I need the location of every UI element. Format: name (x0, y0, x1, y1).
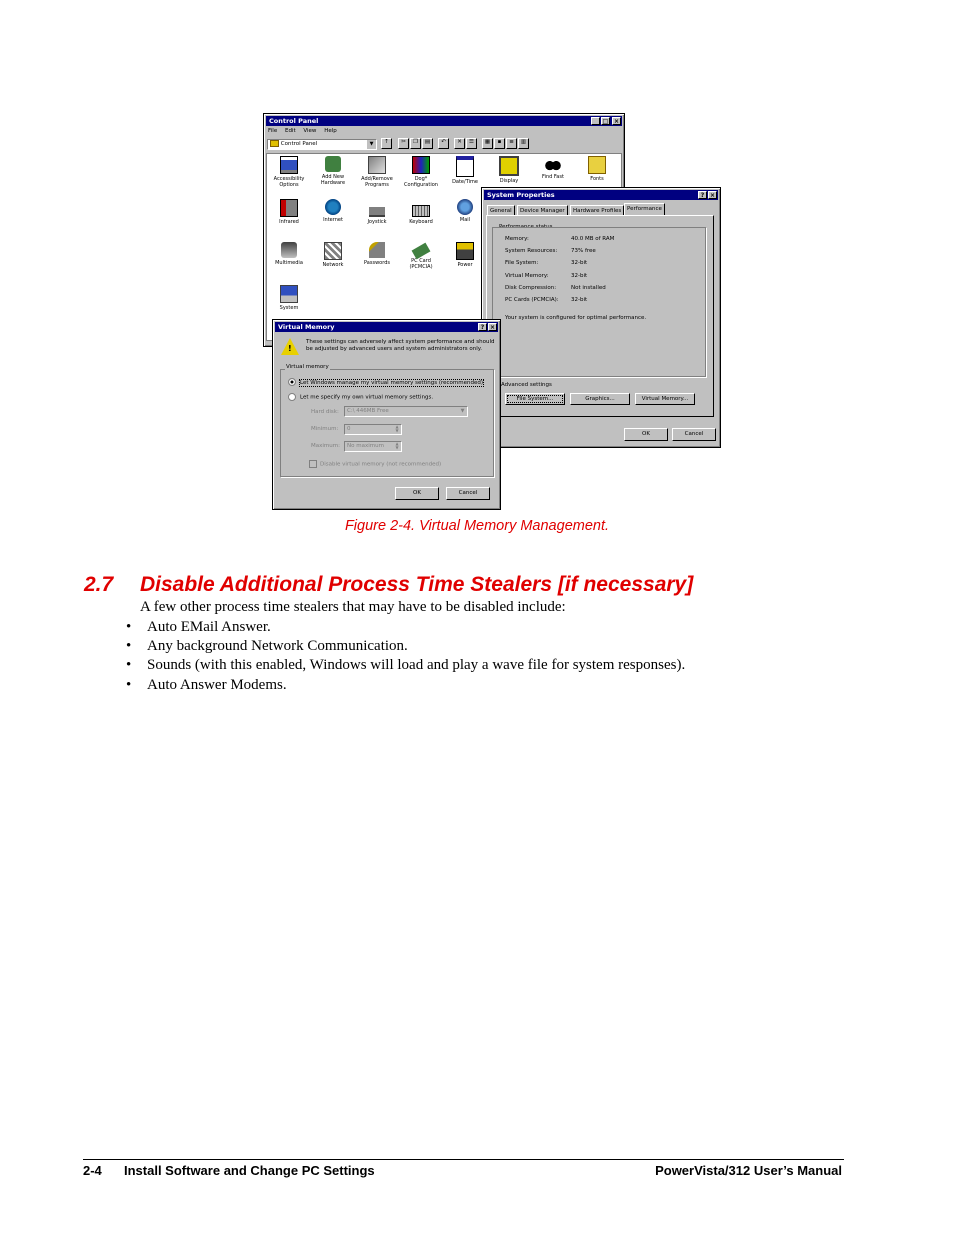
footer-rule (83, 1159, 844, 1160)
spin-arrows-icon[interactable]: ▲ ▼ (395, 424, 399, 433)
keys-icon (369, 242, 385, 258)
status-row: Disk Compression: Not installed (505, 284, 606, 291)
cp-item-add-remove-programs[interactable]: Add/Remove Programs (355, 156, 399, 188)
performance-status-heading: Performance status (499, 224, 553, 230)
cp-item-date-time[interactable]: Date/Time (443, 156, 487, 185)
bullet-icon: • (126, 657, 132, 673)
minimum-stepper[interactable]: 0 ▲ ▼ (344, 424, 402, 435)
section-intro: A few other process time stealers that may have to be disabled include: (140, 599, 566, 615)
binoculars-icon (545, 156, 561, 172)
keyboard-icon (412, 205, 430, 217)
cp-item-add-hardware[interactable]: Add New Hardware (311, 156, 355, 186)
status-row: PC Cards (PCMCIA): 32-bit (505, 296, 588, 303)
toolbar (381, 138, 556, 150)
menu-help[interactable]: Help (324, 128, 337, 134)
option-let-windows-manage[interactable]: Let Windows manage my virtual memory settings (recommended) (288, 378, 483, 386)
minimum-label: Minimum: (311, 426, 339, 432)
copy-icon[interactable]: ❐ (410, 138, 421, 149)
option-specify-own[interactable]: Let me specify my own virtual memory settings. (288, 393, 433, 401)
section-heading (84, 573, 693, 597)
figure-caption: Figure 2-4. Virtual Memory Management. (344, 518, 610, 534)
tab-general[interactable]: General (487, 205, 515, 215)
maximize-button[interactable]: □ (602, 118, 609, 125)
menu-edit[interactable]: Edit (284, 128, 296, 134)
cp-item-power[interactable]: Power (443, 242, 487, 268)
optimal-performance-text: Your system is configured for optimal performance. (505, 315, 647, 321)
cp-item-fonts[interactable]: Fonts (575, 156, 619, 182)
footer-manual-title: PowerVista/312 User’s Manual (655, 1163, 842, 1178)
cp-item-internet[interactable]: Internet (311, 199, 355, 223)
chevron-down-icon[interactable]: ▼ (460, 408, 465, 414)
footer-left (83, 1163, 375, 1178)
cp-item-accessibility[interactable]: Accessibility Options (267, 156, 311, 188)
cp-item-pc-card[interactable]: PC Card (PCMCIA) (399, 242, 443, 270)
bullet-icon: • (126, 638, 132, 654)
hard-disk-select[interactable]: C:\ 446MB Free ▼ (344, 406, 468, 417)
status-row: Memory: 40.0 MB of RAM (505, 236, 615, 242)
mail-icon (457, 199, 473, 215)
address-value: Control Panel (280, 141, 318, 147)
bullet-icon: • (126, 619, 132, 635)
status-row: System Resources: 73% free (505, 248, 596, 255)
virtual-memory-button[interactable]: Virtual Memory... (635, 393, 695, 405)
list-item: • Sounds (with this enabled, Windows will load and play a wave file for system responses). (126, 657, 686, 673)
control-panel-title-bar[interactable] (266, 116, 622, 126)
close-button[interactable]: × (709, 192, 716, 199)
virtual-memory-title-bar[interactable] (275, 322, 498, 332)
delete-icon[interactable]: ✕ (454, 138, 465, 149)
joystick-icon (369, 199, 385, 217)
cp-item-keyboard[interactable]: Keyboard (399, 199, 443, 225)
up-folder-icon[interactable]: ↑ (381, 138, 392, 149)
close-button[interactable]: × (613, 118, 620, 125)
virtual-memory-window (272, 319, 501, 510)
address-combo[interactable] (267, 139, 377, 150)
tab-device-manager[interactable]: Device Manager (517, 205, 568, 215)
system-properties-title: System Properties (487, 191, 555, 199)
list-item: • Auto EMail Answer. (126, 619, 271, 635)
performance-panel (486, 215, 714, 417)
spin-arrows-icon[interactable]: ▲ ▼ (395, 441, 399, 450)
cp-item-find-fast[interactable]: Find Fast (531, 156, 575, 180)
folder-icon (270, 140, 279, 147)
bullet-icon: • (126, 677, 132, 693)
footer-page-number: 2-4 (83, 1163, 102, 1178)
checkbox[interactable] (309, 460, 317, 468)
small-icons-view-icon[interactable]: ▪ (494, 138, 505, 149)
pc-card-icon (412, 243, 431, 260)
section-number: 2.7 (84, 573, 114, 596)
cancel-button[interactable]: Cancel (672, 428, 716, 441)
cp-item-network[interactable]: Network (311, 242, 355, 268)
cp-item-display[interactable]: Display (487, 156, 531, 184)
display-icon (499, 156, 519, 176)
list-item: • Auto Answer Modems. (126, 677, 287, 693)
add-hardware-icon (325, 156, 341, 172)
power-icon (456, 242, 474, 260)
configuration-icon (412, 156, 430, 174)
close-button[interactable]: × (489, 324, 496, 331)
cp-item-joystick[interactable]: Joystick (355, 199, 399, 225)
fonts-folder-icon (588, 156, 606, 174)
infrared-icon (280, 199, 298, 217)
cp-item-system[interactable]: System (267, 285, 311, 311)
control-panel-title: Control Panel (269, 117, 319, 125)
system-properties-window (481, 187, 721, 448)
virtual-memory-title: Virtual Memory (278, 323, 335, 331)
globe-icon (325, 199, 341, 215)
maximum-label: Maximum: (311, 443, 340, 449)
cp-item-configuration[interactable]: Dog* Configuration (399, 156, 443, 188)
list-view-icon[interactable]: ≡ (506, 138, 517, 149)
menu-bar (268, 128, 337, 134)
cut-icon[interactable]: ✂ (398, 138, 409, 149)
tab-hardware-profiles[interactable]: Hardware Profiles (570, 205, 624, 215)
paste-icon[interactable]: ▤ (422, 138, 433, 149)
computer-icon (280, 285, 298, 303)
help-button[interactable]: ? (478, 323, 487, 331)
hard-disk-label: Hard disk: (311, 409, 339, 415)
properties-icon[interactable]: ☰ (466, 138, 477, 149)
status-row: Virtual Memory: 32-bit (505, 272, 588, 279)
list-item: • Any background Network Communication. (126, 638, 408, 654)
ok-button[interactable]: OK (624, 428, 668, 441)
tab-performance[interactable]: Performance (624, 203, 665, 215)
graphics-button[interactable]: Graphics... (570, 393, 630, 405)
virtual-memory-group-label: Virtual memory (286, 364, 329, 370)
section-title: Disable Additional Process Time Stealers [if necessary] (140, 573, 694, 596)
radio-selected[interactable] (288, 378, 296, 386)
footer-chapter: Install Software and Change PC Settings (124, 1163, 375, 1178)
cp-item-passwords[interactable]: Passwords (355, 242, 399, 266)
disable-virtual-memory-checkbox[interactable]: Disable virtual memory (not recommended) (309, 460, 441, 468)
large-icons-view-icon[interactable]: ▦ (482, 138, 493, 149)
add-remove-programs-icon (368, 156, 386, 174)
maximum-stepper[interactable]: No maximum ▲ ▼ (344, 441, 402, 452)
undo-icon[interactable]: ↶ (438, 138, 449, 149)
help-button[interactable]: ? (698, 191, 707, 199)
cancel-button[interactable]: Cancel (446, 487, 490, 500)
menu-view[interactable]: View (303, 128, 317, 134)
file-system-button[interactable]: File System... (505, 393, 565, 405)
ok-button[interactable]: OK (395, 487, 439, 500)
advanced-settings-heading: Advanced settings (501, 382, 552, 388)
calendar-icon (456, 156, 474, 177)
chevron-down-icon[interactable]: ▼ (367, 140, 376, 149)
warning-text: These settings can adversely affect system performance and should be adjusted by advanced users and system administrators only. (306, 339, 495, 352)
menu-file[interactable]: File (268, 128, 278, 134)
radio-unselected[interactable] (288, 393, 296, 401)
system-properties-title-bar[interactable] (484, 190, 718, 200)
network-icon (324, 242, 342, 260)
details-view-icon[interactable]: ▥ (518, 138, 529, 149)
warning-icon-mark: ! (288, 344, 292, 353)
multimedia-icon (281, 242, 297, 258)
cp-item-multimedia[interactable]: Multimedia (267, 242, 311, 266)
minimize-button[interactable]: _ (591, 117, 600, 125)
cp-item-mail[interactable]: Mail (443, 199, 487, 223)
status-row: File System: 32-bit (505, 260, 588, 267)
accessibility-icon (280, 156, 298, 174)
status-rows (505, 236, 614, 309)
cp-item-infrared[interactable]: Infrared (267, 199, 311, 225)
